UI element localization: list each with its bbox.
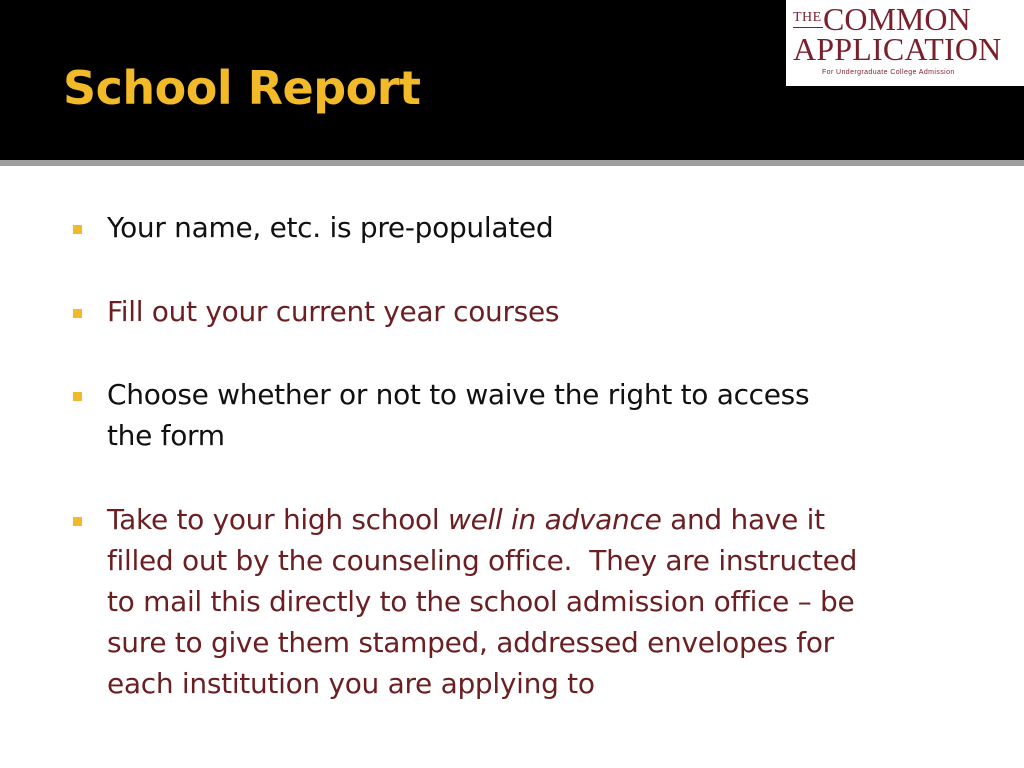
logo-common: COMMON xyxy=(823,1,971,37)
bullet-marker-icon xyxy=(73,225,82,234)
bullet-text xyxy=(107,374,977,456)
logo-the: THE xyxy=(793,10,822,25)
bullet-line: sure to give them stamped, addressed envelopes for xyxy=(107,626,834,659)
bullet-line: Fill out your current year courses xyxy=(107,295,560,328)
bullet-marker-icon xyxy=(73,392,82,401)
common-application-logo xyxy=(786,0,1024,86)
bullet-marker-icon xyxy=(73,309,82,318)
title-divider-highlight xyxy=(0,166,1024,168)
bullet-line: the form xyxy=(107,419,225,452)
bullet-line: Choose whether or not to waive the right to access xyxy=(107,378,810,411)
bullet-line: filled out by the counseling office. They are instructed xyxy=(107,544,858,577)
bullet-text xyxy=(107,291,977,332)
bullet-line xyxy=(107,499,977,540)
bullet-text-post: and have it xyxy=(661,503,825,536)
bullet-text xyxy=(107,499,977,704)
slide-title: School Report xyxy=(63,61,421,115)
bullet-text xyxy=(107,207,977,248)
bullet-text-pre: Take to your high school xyxy=(107,503,448,536)
bullet-emphasis: well in advance xyxy=(447,503,662,536)
bullet-line: each institution you are applying to xyxy=(107,667,595,700)
bullet-marker-icon xyxy=(73,517,82,526)
bullet-line: to mail this directly to the school admission office – be xyxy=(107,585,855,618)
bullet-line: Your name, etc. is pre-populated xyxy=(107,211,554,244)
logo-application: APPLICATION xyxy=(793,31,1002,67)
logo-tagline: For Undergraduate College Admission xyxy=(822,69,955,76)
logo-the-underline xyxy=(793,27,823,28)
